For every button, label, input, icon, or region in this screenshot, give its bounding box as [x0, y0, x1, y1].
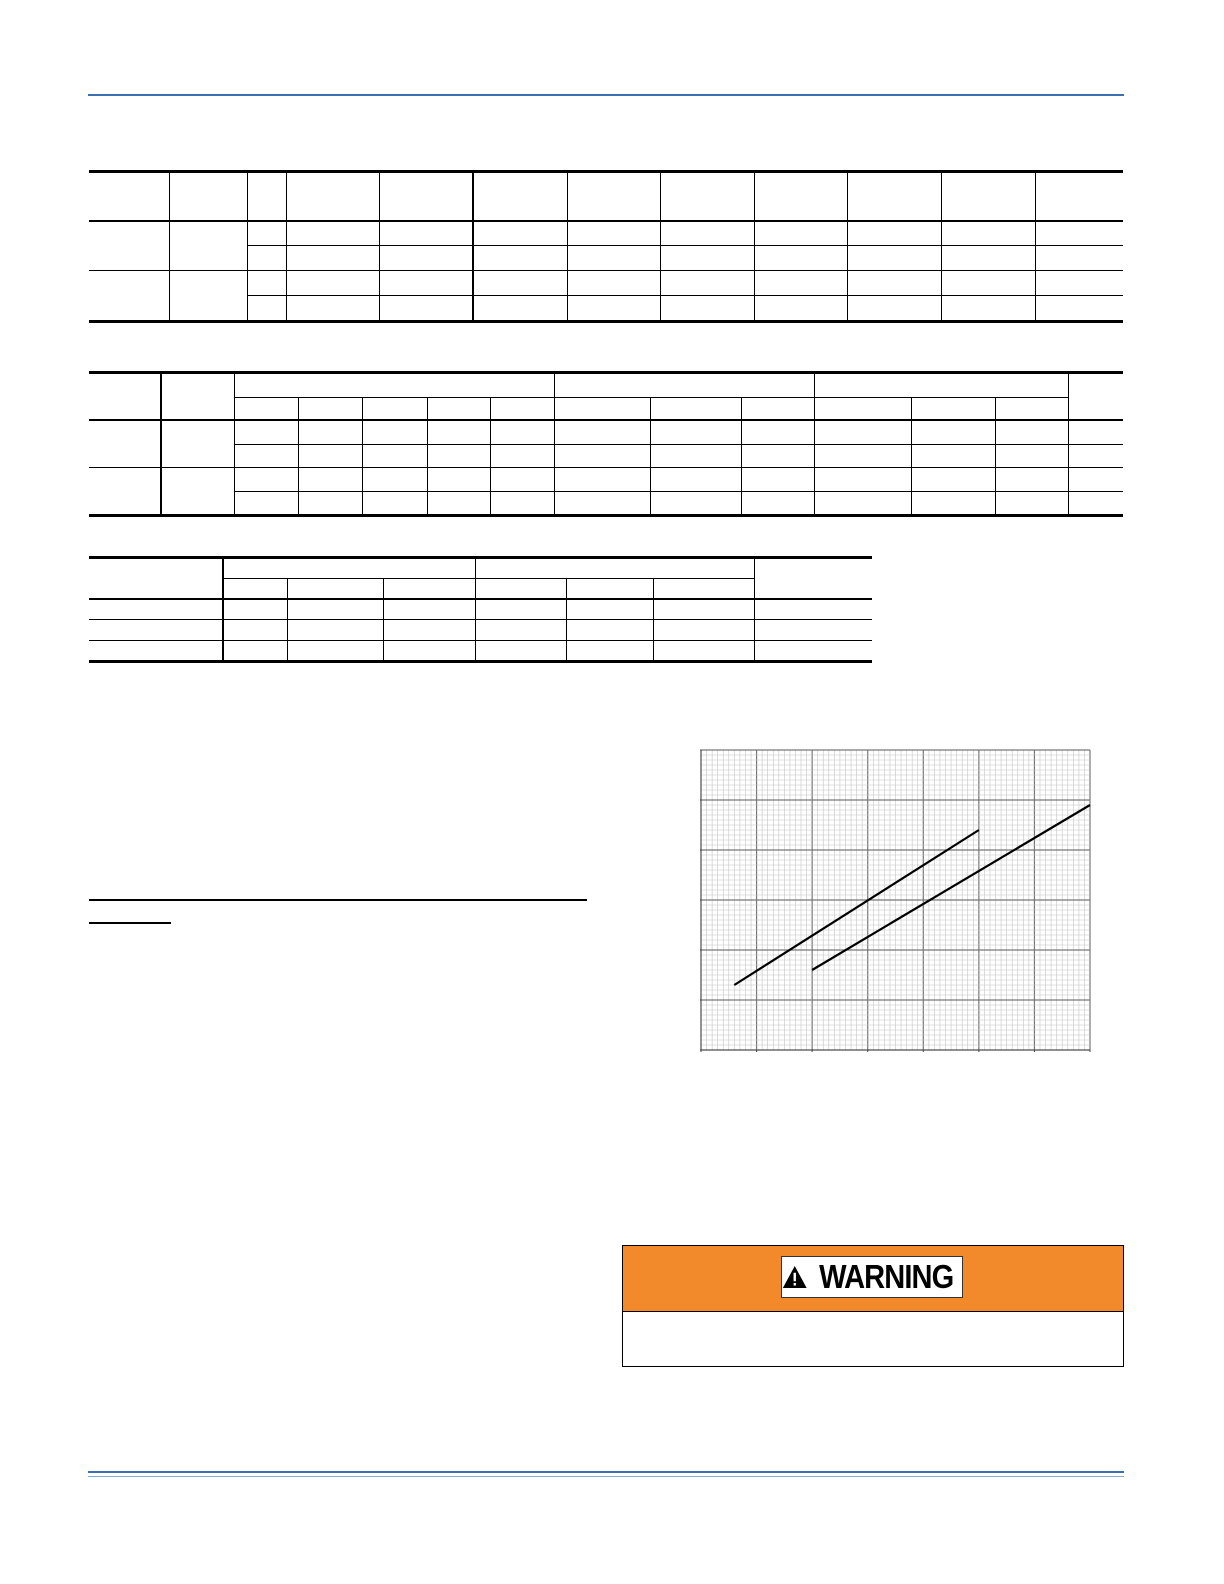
footer-rule — [88, 1471, 1124, 1473]
table-2-col-line — [650, 397, 651, 515]
table-2-row-line — [234, 444, 1123, 445]
table-3-col-line — [287, 578, 288, 661]
table-2-col-line — [1068, 373, 1069, 515]
table-2-col-line — [554, 373, 555, 515]
table-2-row-line — [234, 491, 1123, 492]
table-1-col-line — [379, 172, 380, 321]
section-heading-rule-short — [89, 922, 171, 924]
table-1-top-border — [89, 170, 1123, 173]
chart — [700, 749, 1091, 1052]
table-1-col-line — [941, 172, 942, 321]
warning-box — [622, 1245, 1124, 1367]
table-2-bottom-border — [89, 514, 1123, 517]
table-2-col-divider — [160, 373, 162, 515]
table-1-row-line — [89, 270, 1123, 271]
table-3-col-line — [475, 558, 476, 661]
warning-banner — [623, 1246, 1123, 1312]
table-2-col-line — [995, 397, 996, 515]
header-rule — [88, 94, 1124, 96]
table-1-col-line — [1035, 172, 1036, 321]
warning-triangle-icon — [782, 1263, 808, 1291]
chart-grid — [701, 750, 1090, 1050]
table-2-col-line — [911, 397, 912, 515]
table-2-col-line — [234, 373, 235, 515]
table-3-subheader-line — [223, 578, 754, 579]
table-2-col-line — [427, 397, 428, 515]
warning-text: WARNING — [818, 1258, 953, 1295]
table-3-col-line — [754, 558, 755, 661]
table-3-col-line — [653, 578, 654, 661]
table-2-top-border — [89, 371, 1123, 374]
table-1-col-line — [754, 172, 755, 321]
table-2-row-line — [89, 467, 1123, 468]
table-2-col-line — [490, 397, 491, 515]
table-2-subheader-line — [234, 397, 1068, 398]
warning-label — [781, 1256, 963, 1298]
table-2-col-line — [814, 373, 815, 515]
table-1-col-line — [660, 172, 661, 321]
table-1-col-line — [169, 172, 170, 321]
table-2-col-line — [298, 397, 299, 515]
table-1-bottom-border — [89, 320, 1123, 323]
section-heading-rule — [89, 899, 587, 901]
table-1-header-border — [89, 220, 1123, 222]
footer-rule-secondary — [88, 1476, 1124, 1477]
table-1-col-line — [247, 172, 248, 321]
table-1-col-line — [286, 172, 287, 321]
table-2-col-line — [362, 397, 363, 515]
table-2-header-border — [89, 419, 1123, 421]
table-3-col-line — [383, 578, 384, 661]
table-1-col-line — [847, 172, 848, 321]
table-2-col-line — [741, 397, 742, 515]
table-3-col-divider — [222, 558, 224, 661]
table-1-col-divider — [472, 172, 474, 321]
table-3-col-line — [566, 578, 567, 661]
table-1-col-line — [567, 172, 568, 321]
